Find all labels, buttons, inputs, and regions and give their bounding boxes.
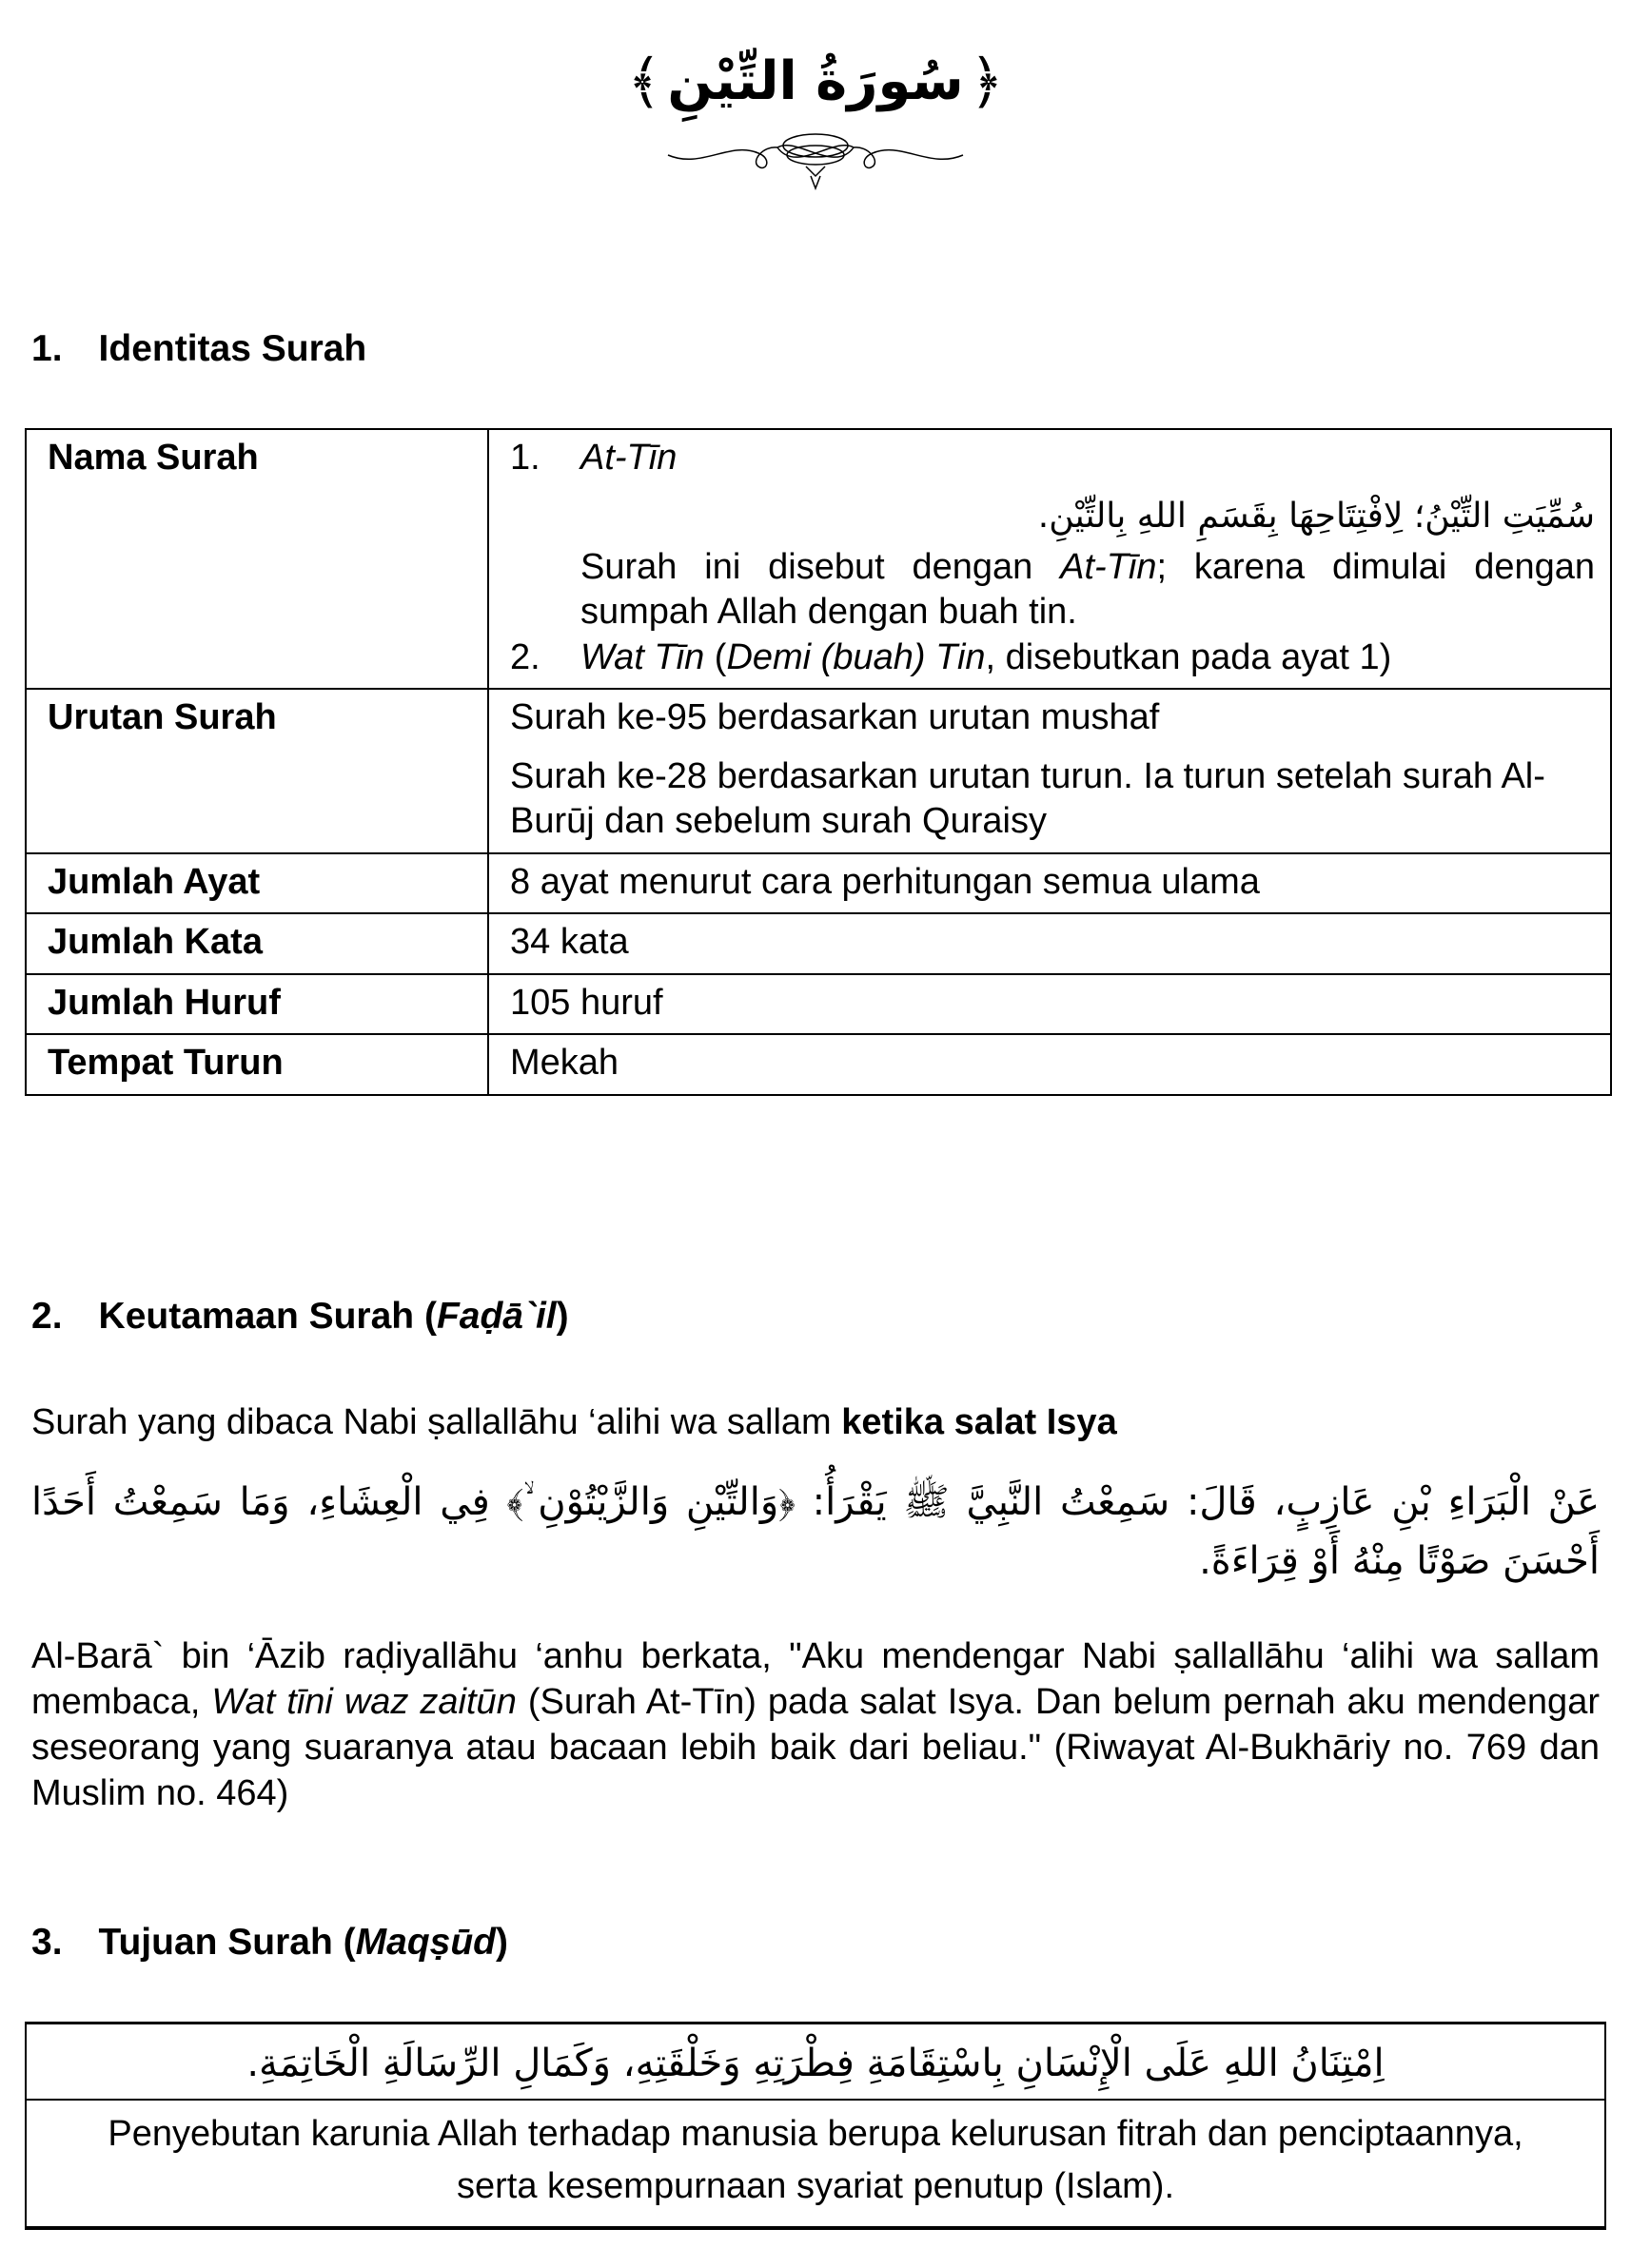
section-title bbox=[99, 1296, 569, 1338]
surah-title-arabic: سُورَةُ التِّيْنِ bbox=[667, 50, 964, 113]
virtue-intro bbox=[31, 1400, 1600, 1446]
text-span: ) bbox=[556, 1296, 569, 1337]
table-row bbox=[26, 2100, 1605, 2228]
table-row-nama-surah bbox=[26, 429, 1611, 689]
text-span: , disebutkan pada ayat 1) bbox=[985, 636, 1392, 677]
name-explanation bbox=[580, 545, 1595, 635]
table-row-urutan-surah bbox=[26, 689, 1611, 853]
table-row-jumlah-kata bbox=[26, 913, 1611, 974]
ornamental-bracket-right-icon: ﴿ bbox=[969, 47, 1004, 116]
surah-name-italic: At-Tīn bbox=[580, 438, 678, 478]
text-span: ) bbox=[495, 1922, 508, 1963]
text-bold: ketika salat Isya bbox=[841, 1402, 1117, 1442]
text-italic: Demi (buah) Tin bbox=[726, 636, 986, 677]
section-title bbox=[99, 1922, 508, 1964]
text-span: ; karena dimulai dengan sumpah Allah dengan buah tin. bbox=[580, 546, 1595, 632]
identity-table bbox=[25, 428, 1612, 1096]
row-value: 8 ayat menurut cara perhitungan semua ulama bbox=[488, 853, 1611, 914]
row-label: Tempat Turun bbox=[26, 1034, 488, 1095]
list-item bbox=[510, 436, 1595, 635]
order-revelation: Surah ke-28 berdasarkan urutan turun. Ia turun setelah surah Al-Burūj dan sebelum surah Quraisy bbox=[510, 755, 1545, 841]
section-number: 3. bbox=[31, 1922, 63, 1963]
section-title: Identitas Surah bbox=[98, 328, 367, 369]
text-span: Surah yang dibaca Nabi ṣallallāhu ‘alihi wa sallam bbox=[31, 1402, 842, 1442]
list-number: 2. bbox=[510, 636, 540, 677]
surah-header bbox=[0, 47, 1631, 193]
ornamental-bracket-left-icon: ﴾ bbox=[627, 47, 662, 116]
row-label: Urutan Surah bbox=[26, 689, 488, 853]
text-span: Keutamaan Surah ( bbox=[98, 1296, 437, 1337]
section-heading-keutamaan bbox=[31, 1296, 569, 1338]
hadith-translation bbox=[31, 1634, 1600, 1817]
text-italic: Wat tīni waz zaitūn bbox=[211, 1681, 517, 1722]
surah-title-frame bbox=[627, 47, 1004, 116]
text-span: Al-Barā` bin ‘Āzib raḍiyallāhu ‘anhu berkata, "Aku mendengar Nabi ṣallallāhu ‘alihi wa sallam membaca, bbox=[31, 1636, 1600, 1722]
text-span: (Surah At-Tīn) pada salat Isya. Dan belum pernah aku mendengar seseorang yang suaranya atau bacaan lebih baik dari beliau." (Riwayat Al-Bukhāriy no. 769 dan Muslim no. 464) bbox=[31, 1681, 1600, 1813]
row-value: Mekah bbox=[488, 1034, 1611, 1095]
arabic-reason: سُمِّيَتِ التِّيْنُ؛ لِافْتِتَاحِهَا بِقَسَمِ اللهِ بِالتِّيْنِ. bbox=[1037, 496, 1595, 536]
list-item bbox=[510, 635, 1595, 681]
order-mushaf: Surah ke-95 berdasarkan urutan mushaf bbox=[510, 697, 1160, 737]
hadith-arabic: عَنْ الْبَرَاءِ بْنِ عَازِبٍ، قَالَ: سَمِعْتُ النَّبِيَّ ﷺ يَقْرَأُ: ﴿وَالتِّيْنِ وَالزَّيْتُوْنِ ۙ﴾ فِي الْعِشَاءِ، وَمَا سَمِعْتُ أَحَدًا أَحْسَنَ صَوْتًا مِنْهُ أَوْ قِرَاءَةً. bbox=[31, 1480, 1600, 1583]
text-span: Tujuan Surah ( bbox=[98, 1922, 356, 1963]
text-span: Surah ini disebut dengan bbox=[580, 546, 1061, 587]
table-row-jumlah-ayat bbox=[26, 853, 1611, 914]
section-heading-identitas bbox=[31, 328, 366, 370]
maqsud-translation: Penyebutan karunia Allah terhadap manusia berupa kelurusan fitrah dan penciptaannya, serta kesempurnaan syariat penutup (Islam). bbox=[26, 2100, 1605, 2228]
section-number: 1. bbox=[31, 328, 63, 369]
text-italic: At-Tīn bbox=[1060, 546, 1157, 587]
row-label: Nama Surah bbox=[26, 429, 488, 689]
section-number: 2. bbox=[31, 1296, 63, 1337]
section-heading-tujuan bbox=[31, 1922, 508, 1964]
table-row-jumlah-huruf bbox=[26, 974, 1611, 1035]
floral-divider-icon bbox=[663, 117, 968, 193]
table-row bbox=[26, 2024, 1605, 2101]
row-value: 105 huruf bbox=[488, 974, 1611, 1035]
row-value bbox=[488, 429, 1611, 689]
list-number: 1. bbox=[510, 438, 540, 478]
surah-name-italic: Wat Tīn bbox=[580, 636, 705, 677]
row-value: 34 kata bbox=[488, 913, 1611, 974]
table-row-tempat-turun bbox=[26, 1034, 1611, 1095]
row-label: Jumlah Kata bbox=[26, 913, 488, 974]
row-label: Jumlah Huruf bbox=[26, 974, 488, 1035]
row-value bbox=[488, 689, 1611, 853]
maqsud-table bbox=[25, 2022, 1606, 2230]
text-span: ( bbox=[704, 636, 727, 677]
row-label: Jumlah Ayat bbox=[26, 853, 488, 914]
text-italic: Faḍā`il bbox=[436, 1296, 557, 1337]
text-italic: Maqṣūd bbox=[355, 1922, 496, 1963]
maqsud-arabic: اِمْتِنَانُ اللهِ عَلَى الْإِنْسَانِ بِاسْتِقَامَةِ فِطْرَتِهِ وَخَلْقَتِهِ، وَكَمَالِ الرِّسَالَةِ الْخَاتِمَةِ. bbox=[26, 2024, 1605, 2101]
